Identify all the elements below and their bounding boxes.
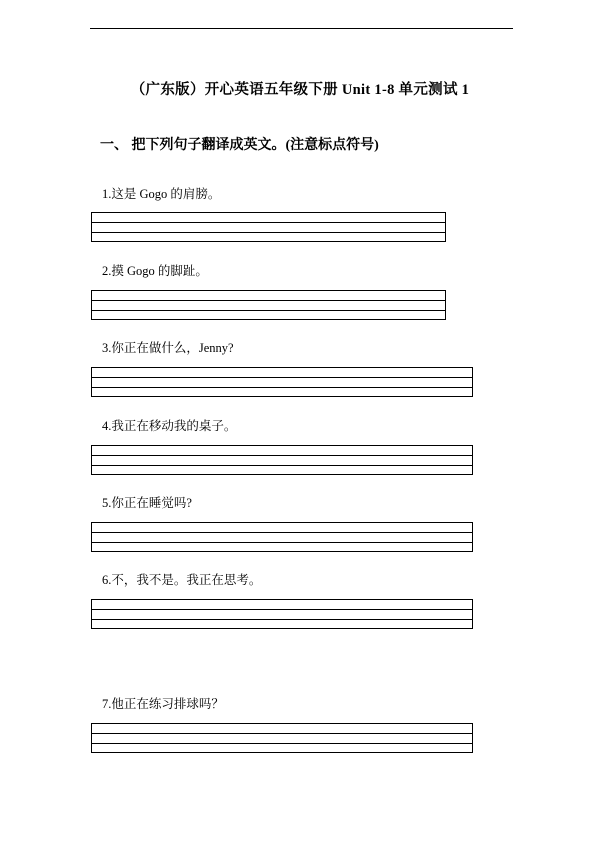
page-title: （广东版）开心英语五年级下册 Unit 1-8 单元测试 1	[130, 82, 470, 98]
answer-lines-5[interactable]	[91, 522, 473, 552]
question-prompt-2: 2.摸 Gogo 的脚趾。	[102, 264, 208, 278]
writing-line	[92, 619, 472, 620]
answer-lines-1[interactable]	[91, 212, 446, 242]
writing-line	[92, 542, 472, 543]
question-prompt-6: 6.不，我不是。我正在思考。	[102, 573, 262, 587]
question-prompt-4: 4.我正在移动我的桌子。	[102, 419, 237, 433]
answer-lines-7[interactable]	[91, 723, 473, 753]
writing-line	[92, 300, 445, 301]
writing-line	[92, 310, 445, 311]
writing-line	[92, 743, 472, 744]
writing-line	[92, 387, 472, 388]
writing-line	[92, 465, 472, 466]
answer-lines-3[interactable]	[91, 367, 473, 397]
answer-lines-6[interactable]	[91, 599, 473, 629]
writing-line	[92, 532, 472, 533]
writing-line	[92, 232, 445, 233]
section-heading: 一、 把下列句子翻译成英文。(注意标点符号)	[100, 138, 379, 153]
header-rule	[90, 28, 513, 29]
writing-line	[92, 733, 472, 734]
answer-lines-2[interactable]	[91, 290, 446, 320]
answer-lines-4[interactable]	[91, 445, 473, 475]
question-prompt-1: 1.这是 Gogo 的肩膀。	[102, 187, 221, 201]
writing-line	[92, 222, 445, 223]
writing-line	[92, 455, 472, 456]
writing-line	[92, 609, 472, 610]
question-prompt-3: 3.你正在做什么，Jenny?	[102, 341, 234, 355]
writing-line	[92, 377, 472, 378]
question-prompt-7: 7.他正在练习排球吗？	[102, 697, 224, 711]
question-prompt-5: 5.你正在睡觉吗?	[102, 496, 192, 510]
